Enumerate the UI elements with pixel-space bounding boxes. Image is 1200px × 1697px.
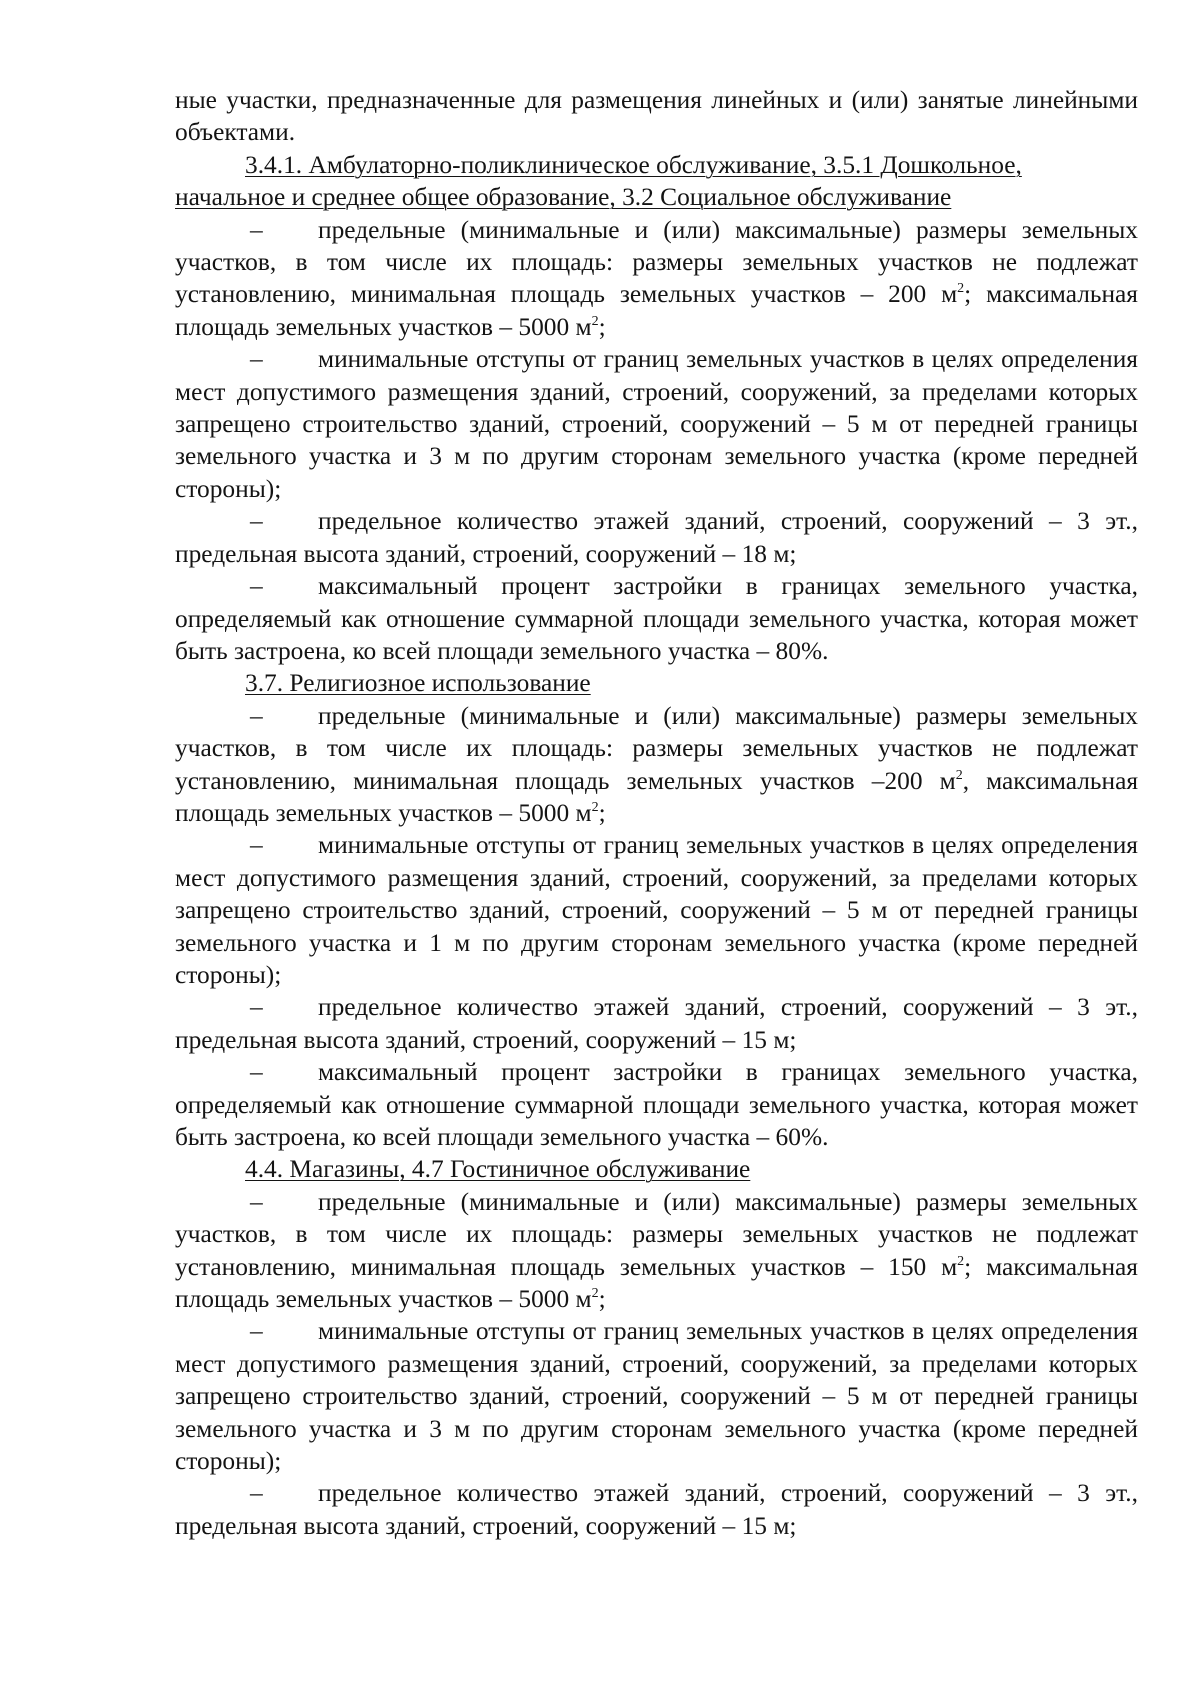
intro-paragraph: ные участки, предназначенные для размещения линейных и (или) занятые линейными объектами.: [175, 86, 1138, 147]
list-item-text: минимальные отступы от границ земельных участков в целях определения мест допустимого размещения зданий, строений, сооружений, за пределами которых запрещено строительство зданий, строений, сооружений – 5 м от передней границы земельного участка и 1 м по другим сторонам земельного участка (кроме передней стороны);: [175, 831, 1138, 989]
list-item: [175, 1056, 1138, 1153]
section-heading: 4.4. Магазины, 4.7 Гостиничное обслуживание: [245, 1155, 751, 1184]
dash-marker: –: [250, 345, 263, 374]
dash-marker: –: [250, 507, 263, 536]
dash-marker: –: [250, 993, 263, 1022]
section-3: [175, 1153, 1138, 1542]
section-1: [175, 149, 1138, 668]
section-2: [175, 667, 1138, 1153]
list-item-text: предельное количество этажей зданий, строений, сооружений – 3 эт., предельная высота зданий, строений, сооружений – 18 м;: [175, 507, 1138, 568]
list-item: [175, 570, 1138, 667]
dash-marker: –: [250, 572, 263, 601]
list-item: [175, 214, 1138, 344]
list-item-text: предельные (минимальные и (или) максимальные) размеры земельных участков, в том числе их площадь: размеры земельных участков не подлежат установлению, минимальная площадь земельных участков –200 $м^2$, максимальная площадь земельных участков – 5000 $м^2$;: [175, 701, 1139, 827]
section-heading: 3.4.1. Амбулаторно-поликлиническое обслуживание, 3.5.1 Дошкольное, начальное и среднее общее образование, 3.2 Социальное обслуживание: [175, 150, 1022, 212]
list-item: [175, 505, 1138, 570]
list-item-text: максимальный процент застройки в границах земельного участка, определяемый как отношение суммарной площади земельного участка, которая может быть застроена, ко всей площади земельного участка – 60%.: [175, 1058, 1138, 1151]
list-item-text: предельное количество этажей зданий, строений, сооружений – 3 эт., предельная высота зданий, строений, сооружений – 15 м;: [175, 1479, 1138, 1540]
list-item: [175, 1186, 1138, 1316]
list-item-text: минимальные отступы от границ земельных участков в целях определения мест допустимого размещения зданий, строений, сооружений, за пределами которых запрещено строительство зданий, строений, сооружений – 5 м от передней границы земельного участка и 3 м по другим сторонам земельного участка (кроме передней стороны);: [175, 345, 1138, 503]
dash-marker: –: [250, 831, 263, 860]
list-item: [175, 991, 1138, 1056]
list-item: [175, 343, 1138, 505]
dash-marker: –: [250, 701, 263, 730]
dash-marker: –: [250, 1317, 263, 1346]
section-heading: 3.7. Религиозное использование: [245, 669, 591, 698]
list-item: [175, 1315, 1138, 1477]
dash-marker: –: [250, 1058, 263, 1087]
list-item-text: предельное количество этажей зданий, строений, сооружений – 3 эт., предельная высота зданий, строений, сооружений – 15 м;: [175, 993, 1138, 1054]
dash-marker: –: [250, 1479, 263, 1508]
list-item: [175, 700, 1138, 830]
list-item-text: минимальные отступы от границ земельных участков в целях определения мест допустимого размещения зданий, строений, сооружений, за пределами которых запрещено строительство зданий, строений, сооружений – 5 м от передней границы земельного участка и 3 м по другим сторонам земельного участка (кроме передней стороны);: [175, 1317, 1138, 1476]
dash-marker: –: [250, 1187, 263, 1216]
list-item-text: предельные (минимальные и (или) максимальные) размеры земельных участков, в том числе их площадь: размеры земельных участков не подлежат установлению, минимальная площадь земельных участков – 150 $м^2$; максимальная площадь земельных участков – 5000 $м^2$;: [175, 1187, 1138, 1314]
list-item-text: предельные (минимальные и (или) максимальные) размеры земельных участков, в том числе их площадь: размеры земельных участков не подлежат установлению, минимальная площадь земельных участков – 200 $м^2$; максимальная площадь земельных участков – 5000 $м^2$;: [175, 215, 1138, 341]
dash-marker: –: [250, 215, 263, 244]
list-item-text: максимальный процент застройки в границах земельного участка, определяемый как отношение суммарной площади земельного участка, которая может быть застроена, ко всей площади земельного участка – 80%.: [175, 572, 1138, 665]
list-item: [175, 829, 1138, 991]
list-item: [175, 1477, 1138, 1542]
